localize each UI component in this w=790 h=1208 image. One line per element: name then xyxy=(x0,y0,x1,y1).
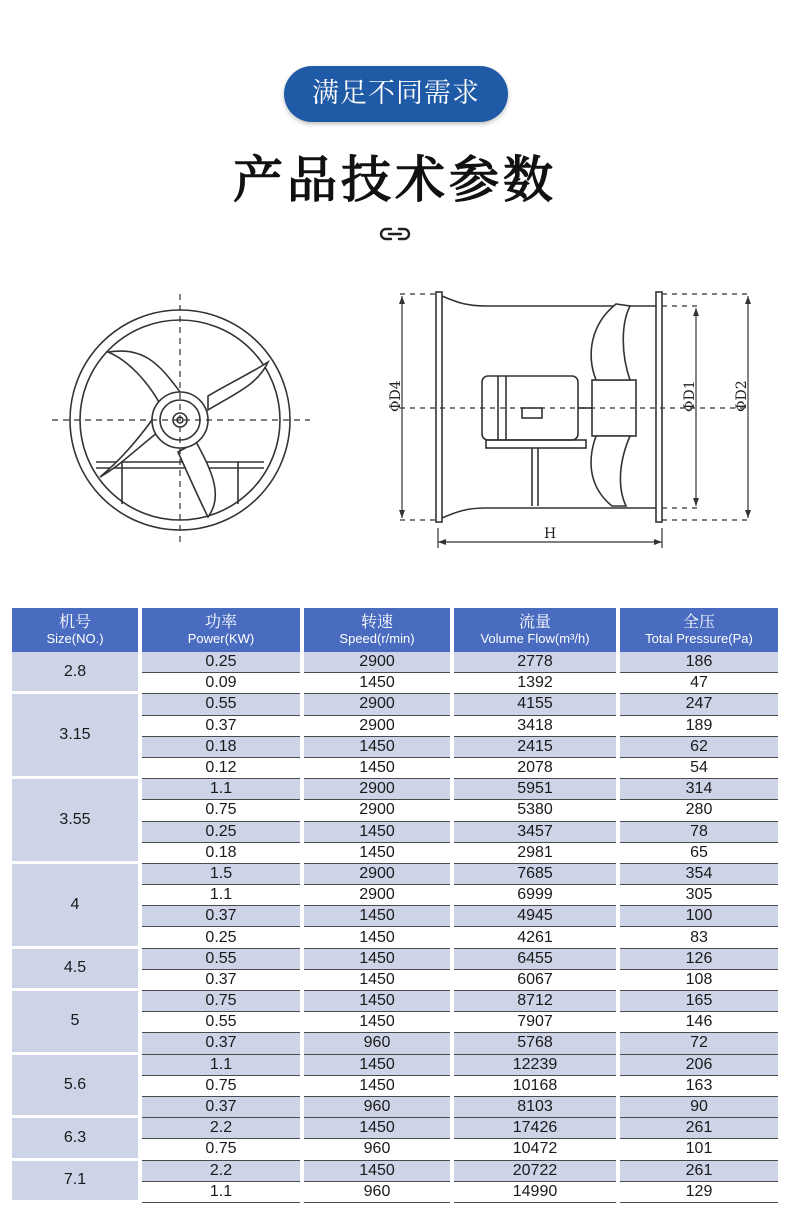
total-pressure-cell: 126 xyxy=(620,949,778,970)
volume-flow-cell: 14990 xyxy=(454,1182,616,1203)
dimension-d1-label: ΦD1 xyxy=(682,380,698,412)
size-cell: 5 xyxy=(12,991,138,1055)
total-pressure-cell: 354 xyxy=(620,864,778,885)
speed-cell: 1450 xyxy=(304,970,450,991)
fan-side-view-drawing xyxy=(386,284,762,554)
total-pressure-cell: 78 xyxy=(620,822,778,843)
total-pressure-cell: 247 xyxy=(620,694,778,715)
volume-flow-cell: 3418 xyxy=(454,716,616,737)
total-pressure-cell: 186 xyxy=(620,652,778,673)
spec-table xyxy=(8,608,782,1203)
total-pressure-cell: 163 xyxy=(620,1076,778,1097)
total-pressure-cell: 206 xyxy=(620,1055,778,1076)
volume-flow-cell: 7685 xyxy=(454,864,616,885)
power-cell: 0.75 xyxy=(142,1076,300,1097)
volume-flow-cell: 20722 xyxy=(454,1161,616,1182)
total-pressure-cell: 280 xyxy=(620,800,778,821)
dimension-d4-label: ΦD4 xyxy=(388,380,404,412)
total-pressure-cell: 261 xyxy=(620,1118,778,1139)
volume-flow-cell: 2415 xyxy=(454,737,616,758)
speed-cell: 1450 xyxy=(304,1118,450,1139)
speed-cell: 960 xyxy=(304,1033,450,1054)
size-cell: 4.5 xyxy=(12,949,138,991)
power-cell: 0.25 xyxy=(142,927,300,948)
power-cell: 0.18 xyxy=(142,843,300,864)
speed-cell: 2900 xyxy=(304,864,450,885)
total-pressure-cell: 189 xyxy=(620,716,778,737)
total-pressure-cell: 83 xyxy=(620,927,778,948)
power-cell: 0.37 xyxy=(142,716,300,737)
dimension-d2-label: ΦD2 xyxy=(734,380,750,412)
link-icon xyxy=(377,224,413,244)
volume-flow-cell: 2778 xyxy=(454,652,616,673)
volume-flow-cell: 6999 xyxy=(454,885,616,906)
speed-cell: 2900 xyxy=(304,694,450,715)
power-cell: 0.55 xyxy=(142,1012,300,1033)
power-cell: 0.37 xyxy=(142,970,300,991)
speed-cell: 2900 xyxy=(304,652,450,673)
volume-flow-cell: 10168 xyxy=(454,1076,616,1097)
speed-cell: 1450 xyxy=(304,758,450,779)
total-pressure-cell: 62 xyxy=(620,737,778,758)
page-title: 产品技术参数 xyxy=(233,151,557,209)
size-cell: 6.3 xyxy=(12,1118,138,1160)
volume-flow-cell: 4155 xyxy=(454,694,616,715)
volume-flow-cell: 10472 xyxy=(454,1139,616,1160)
total-pressure-cell: 65 xyxy=(620,843,778,864)
power-cell: 2.2 xyxy=(142,1161,300,1182)
speed-cell: 1450 xyxy=(304,906,450,927)
section-badge: 满足不同需求 xyxy=(284,66,508,122)
power-cell: 0.37 xyxy=(142,906,300,927)
volume-flow-cell: 1392 xyxy=(454,673,616,694)
total-pressure-cell: 90 xyxy=(620,1097,778,1118)
size-cell: 4 xyxy=(12,864,138,949)
volume-flow-cell: 12239 xyxy=(454,1055,616,1076)
speed-cell: 960 xyxy=(304,1097,450,1118)
total-pressure-cell: 146 xyxy=(620,1012,778,1033)
table-row xyxy=(12,991,778,1012)
volume-flow-cell: 8712 xyxy=(454,991,616,1012)
table-row xyxy=(12,1118,778,1139)
volume-flow-cell: 3457 xyxy=(454,822,616,843)
power-cell: 0.75 xyxy=(142,1139,300,1160)
total-pressure-cell: 101 xyxy=(620,1139,778,1160)
total-pressure-cell: 47 xyxy=(620,673,778,694)
power-cell: 0.25 xyxy=(142,652,300,673)
total-pressure-cell: 305 xyxy=(620,885,778,906)
total-pressure-cell: 54 xyxy=(620,758,778,779)
speed-cell: 960 xyxy=(304,1182,450,1203)
power-cell: 0.37 xyxy=(142,1033,300,1054)
size-cell: 3.55 xyxy=(12,779,138,864)
volume-flow-cell: 8103 xyxy=(454,1097,616,1118)
speed-cell: 2900 xyxy=(304,885,450,906)
header-total-pressure: 全压 Total Pressure(Pa) xyxy=(620,608,778,652)
table-row xyxy=(12,864,778,885)
table-row xyxy=(12,949,778,970)
table-row xyxy=(12,1055,778,1076)
total-pressure-cell: 100 xyxy=(620,906,778,927)
size-cell: 2.8 xyxy=(12,652,138,694)
header-size: 机号 Size(NO.) xyxy=(12,608,138,652)
power-cell: 0.12 xyxy=(142,758,300,779)
header-volume-flow: 流量 Volume Flow(m³/h) xyxy=(454,608,616,652)
power-cell: 0.25 xyxy=(142,822,300,843)
power-cell: 1.1 xyxy=(142,779,300,800)
speed-cell: 960 xyxy=(304,1139,450,1160)
fan-front-view-drawing xyxy=(48,292,314,548)
volume-flow-cell: 2981 xyxy=(454,843,616,864)
table-row xyxy=(12,694,778,715)
speed-cell: 1450 xyxy=(304,1012,450,1033)
table-row xyxy=(12,1161,778,1182)
power-cell: 1.1 xyxy=(142,885,300,906)
total-pressure-cell: 261 xyxy=(620,1161,778,1182)
volume-flow-cell: 4261 xyxy=(454,927,616,948)
speed-cell: 1450 xyxy=(304,843,450,864)
total-pressure-cell: 129 xyxy=(620,1182,778,1203)
volume-flow-cell: 5380 xyxy=(454,800,616,821)
power-cell: 0.75 xyxy=(142,991,300,1012)
total-pressure-cell: 165 xyxy=(620,991,778,1012)
power-cell: 0.18 xyxy=(142,737,300,758)
power-cell: 1.1 xyxy=(142,1055,300,1076)
speed-cell: 2900 xyxy=(304,800,450,821)
volume-flow-cell: 2078 xyxy=(454,758,616,779)
total-pressure-cell: 108 xyxy=(620,970,778,991)
total-pressure-cell: 314 xyxy=(620,779,778,800)
power-cell: 0.55 xyxy=(142,694,300,715)
volume-flow-cell: 4945 xyxy=(454,906,616,927)
volume-flow-cell: 17426 xyxy=(454,1118,616,1139)
speed-cell: 1450 xyxy=(304,822,450,843)
size-cell: 5.6 xyxy=(12,1055,138,1119)
speed-cell: 1450 xyxy=(304,1055,450,1076)
speed-cell: 1450 xyxy=(304,927,450,948)
volume-flow-cell: 5768 xyxy=(454,1033,616,1054)
speed-cell: 2900 xyxy=(304,779,450,800)
table-header-row xyxy=(12,608,778,652)
total-pressure-cell: 72 xyxy=(620,1033,778,1054)
power-cell: 0.55 xyxy=(142,949,300,970)
speed-cell: 1450 xyxy=(304,991,450,1012)
volume-flow-cell: 6067 xyxy=(454,970,616,991)
speed-cell: 1450 xyxy=(304,673,450,694)
table-row xyxy=(12,779,778,800)
speed-cell: 2900 xyxy=(304,716,450,737)
power-cell: 1.5 xyxy=(142,864,300,885)
power-cell: 0.37 xyxy=(142,1097,300,1118)
speed-cell: 1450 xyxy=(304,1076,450,1097)
power-cell: 1.1 xyxy=(142,1182,300,1203)
volume-flow-cell: 6455 xyxy=(454,949,616,970)
size-cell: 7.1 xyxy=(12,1161,138,1203)
speed-cell: 1450 xyxy=(304,1161,450,1182)
power-cell: 0.09 xyxy=(142,673,300,694)
power-cell: 0.75 xyxy=(142,800,300,821)
size-cell: 3.15 xyxy=(12,694,138,779)
volume-flow-cell: 5951 xyxy=(454,779,616,800)
dimension-h-label: H xyxy=(544,526,557,542)
power-cell: 2.2 xyxy=(142,1118,300,1139)
table-row xyxy=(12,652,778,673)
speed-cell: 1450 xyxy=(304,949,450,970)
speed-cell: 1450 xyxy=(304,737,450,758)
volume-flow-cell: 7907 xyxy=(454,1012,616,1033)
header-power: 功率 Power(KW) xyxy=(142,608,300,652)
header-speed: 转速 Speed(r/min) xyxy=(304,608,450,652)
